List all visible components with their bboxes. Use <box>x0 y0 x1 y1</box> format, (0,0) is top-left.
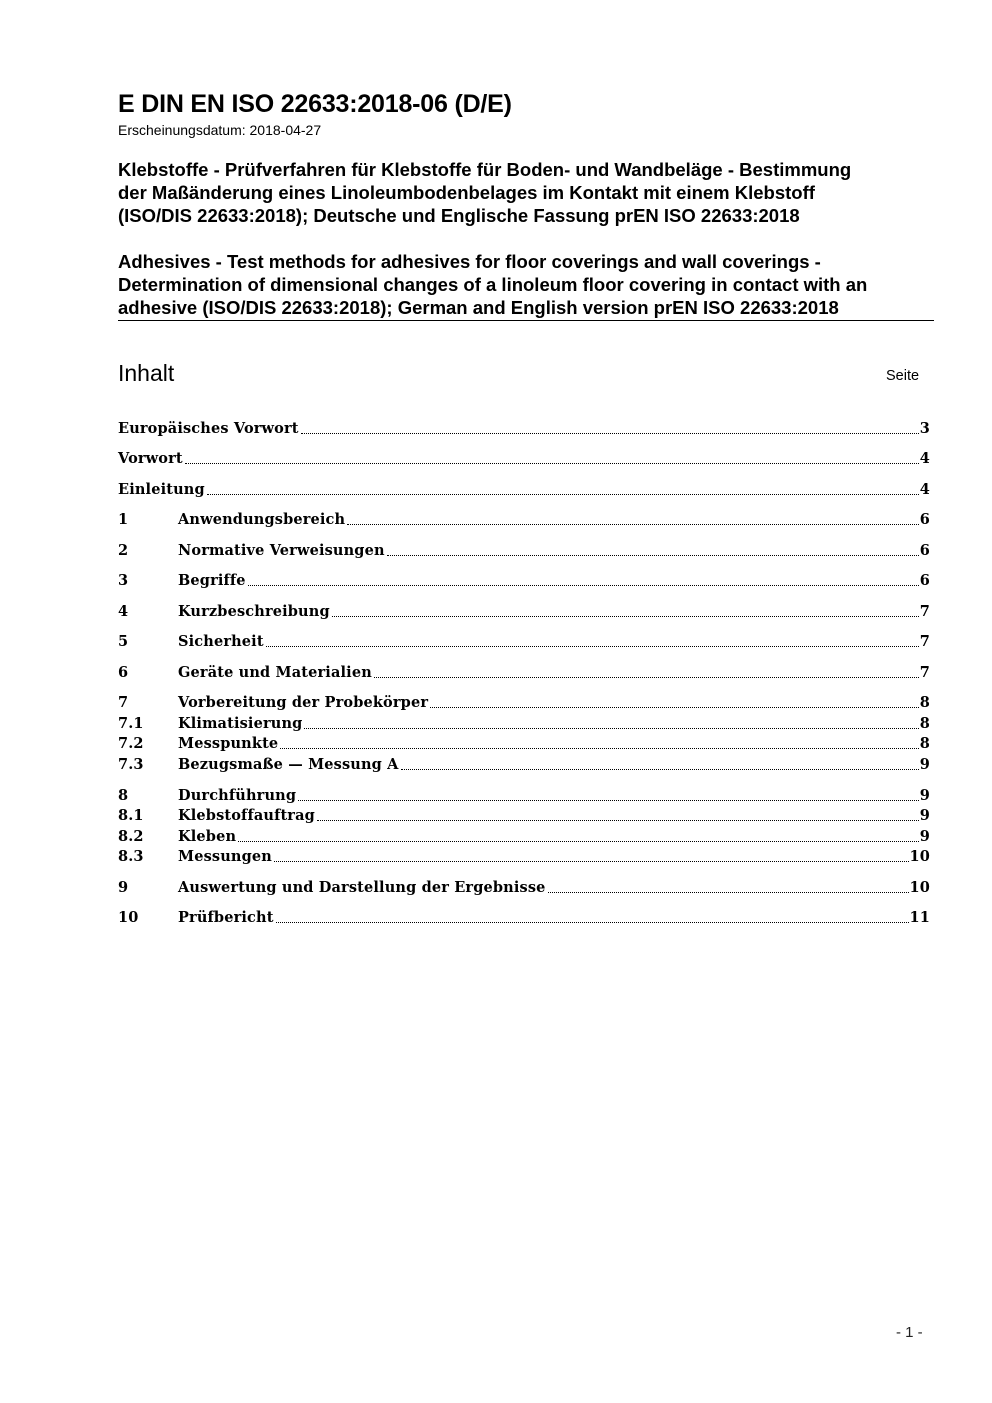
toc-entry-number: 4 <box>118 603 129 620</box>
toc-entry-page: 3 <box>919 420 930 437</box>
toc-entry-page: 9 <box>919 756 930 773</box>
toc-entry-number: 7.1 <box>118 715 144 732</box>
toc-entry[interactable] <box>118 509 930 529</box>
toc-dot-leader <box>374 677 919 678</box>
toc-entry-page: 7 <box>919 633 930 650</box>
title-english-line: Adhesives - Test methods for adhesives for floor coverings and wall coverings - <box>118 251 821 272</box>
toc-entry-number: 2 <box>118 542 129 559</box>
toc-entry-title: Klebstoffauftrag <box>178 807 315 824</box>
toc-entry[interactable] <box>118 785 930 805</box>
toc-entry-title: Kleben <box>178 828 237 845</box>
toc-entry-page: 9 <box>919 787 930 804</box>
toc-entry-number: 10 <box>118 909 139 926</box>
toc-dot-leader <box>401 769 919 770</box>
toc-dot-leader <box>301 433 919 434</box>
toc-entry-title: Anwendungsbereich <box>178 511 346 528</box>
toc-entry-title: Begriffe <box>178 572 246 589</box>
toc-entry-title: Klimatisierung <box>178 715 303 732</box>
title-german <box>118 158 933 227</box>
toc-entry[interactable] <box>118 540 930 560</box>
toc-entry[interactable] <box>118 418 930 438</box>
toc-entry-title: Messungen <box>178 848 272 865</box>
title-divider <box>118 320 934 321</box>
title-german-line: (ISO/DIS 22633:2018); Deutsche und Englische Fassung prEN ISO 22633:2018 <box>118 205 800 226</box>
toc-dot-leader <box>207 494 919 495</box>
toc-entry[interactable] <box>118 692 930 712</box>
toc-entry-page: 6 <box>919 572 930 589</box>
toc-entry-number: 1 <box>118 511 129 528</box>
toc-entry-page: 10 <box>909 879 930 896</box>
toc-dot-leader <box>185 463 919 464</box>
toc-dot-leader <box>274 861 909 862</box>
title-german-line: Klebstoffe - Prüfverfahren für Klebstoffe für Boden- und Wandbeläge - Bestimmung <box>118 159 852 180</box>
toc-entry[interactable] <box>118 448 930 468</box>
toc-entry[interactable] <box>118 907 930 927</box>
toc-dot-leader <box>332 616 919 617</box>
toc-entry-page: 4 <box>919 450 930 467</box>
toc-entry-number: 7.2 <box>118 735 144 752</box>
toc-dot-leader <box>304 728 918 729</box>
toc-entry-number: 7.3 <box>118 756 144 773</box>
toc-dot-leader <box>387 555 919 556</box>
title-english-line: Determination of dimensional changes of a linoleum floor covering in contact with an <box>118 274 868 295</box>
title-german-line: der Maßänderung eines Linoleumbodenbelages im Kontakt mit einem Klebstoff <box>118 182 815 203</box>
toc-dot-leader <box>430 707 919 708</box>
toc-entry-page: 4 <box>919 481 930 498</box>
toc-entry-page: 7 <box>919 603 930 620</box>
toc-entry-title: Vorbereitung der Probekörper <box>178 694 429 711</box>
toc-entry-title: Messpunkte <box>178 735 279 752</box>
toc-entry-number: 3 <box>118 572 129 589</box>
toc-entry-page: 7 <box>919 664 930 681</box>
toc-entry-title: Bezugsmaße — Messung A <box>178 756 399 773</box>
toc-entry[interactable] <box>118 713 930 733</box>
toc-entry[interactable] <box>118 805 930 825</box>
toc-entry[interactable] <box>118 733 930 753</box>
toc-dot-leader <box>317 820 919 821</box>
toc-entry-title: Kurzbeschreibung <box>178 603 330 620</box>
toc-entry[interactable] <box>118 662 930 682</box>
toc-entry-title: Einleitung <box>118 481 205 498</box>
toc-heading: Inhalt <box>118 360 175 386</box>
toc-entry-title: Auswertung und Darstellung der Ergebnisse <box>178 879 546 896</box>
toc-entry-page: 8 <box>919 694 930 711</box>
toc-entry-page: 6 <box>919 542 930 559</box>
toc-entry-number: 8.2 <box>118 828 144 845</box>
toc-entry[interactable] <box>118 570 930 590</box>
toc-entry[interactable] <box>118 631 930 651</box>
toc-dot-leader <box>238 841 919 842</box>
toc-entry-title: Vorwort <box>118 450 183 467</box>
toc-entry-title: Geräte und Materialien <box>178 664 372 681</box>
toc-entry-title: Prüfbericht <box>178 909 274 926</box>
toc-dot-leader <box>298 800 919 801</box>
toc-entry-number: 6 <box>118 664 129 681</box>
toc-entry-page: 6 <box>919 511 930 528</box>
toc-entry-page: 8 <box>919 715 930 732</box>
toc-entry-number: 9 <box>118 879 129 896</box>
document-id: E DIN EN ISO 22633:2018-06 (D/E) <box>118 90 512 118</box>
toc-entry[interactable] <box>118 601 930 621</box>
toc-dot-leader <box>548 892 909 893</box>
toc-dot-leader <box>248 585 919 586</box>
toc-entry-page: 11 <box>909 909 930 926</box>
toc-entry-page: 9 <box>919 828 930 845</box>
publication-date: Erscheinungsdatum: 2018-04-27 <box>118 122 322 138</box>
toc-dot-leader <box>276 922 909 923</box>
toc-page-column-label: Seite <box>886 368 920 384</box>
toc-entry-title: Normative Verweisungen <box>178 542 385 559</box>
toc-entry[interactable] <box>118 877 930 897</box>
toc-entry-number: 7 <box>118 694 129 711</box>
toc-dot-leader <box>347 524 919 525</box>
page-number: - 1 - <box>896 1324 923 1341</box>
toc-entry[interactable] <box>118 479 930 499</box>
toc-dot-leader <box>266 646 919 647</box>
toc-entry-page: 10 <box>909 848 930 865</box>
toc-entry[interactable] <box>118 826 930 846</box>
toc-entry-number: 8.1 <box>118 807 144 824</box>
toc-entry-number: 8.3 <box>118 848 144 865</box>
toc-dot-leader <box>280 748 918 749</box>
toc-entry-number: 8 <box>118 787 129 804</box>
title-english <box>118 250 933 319</box>
toc-entry-title: Europäisches Vorwort <box>118 420 299 437</box>
toc-entry-title: Sicherheit <box>178 633 264 650</box>
toc-entry-page: 8 <box>919 735 930 752</box>
toc-entry[interactable] <box>118 846 930 866</box>
toc-entry-title: Durchführung <box>178 787 297 804</box>
toc-entry-number: 5 <box>118 633 129 650</box>
toc-entry-page: 9 <box>919 807 930 824</box>
toc-entry[interactable] <box>118 754 930 774</box>
title-english-line: adhesive (ISO/DIS 22633:2018); German and English version prEN ISO 22633:2018 <box>118 297 839 318</box>
